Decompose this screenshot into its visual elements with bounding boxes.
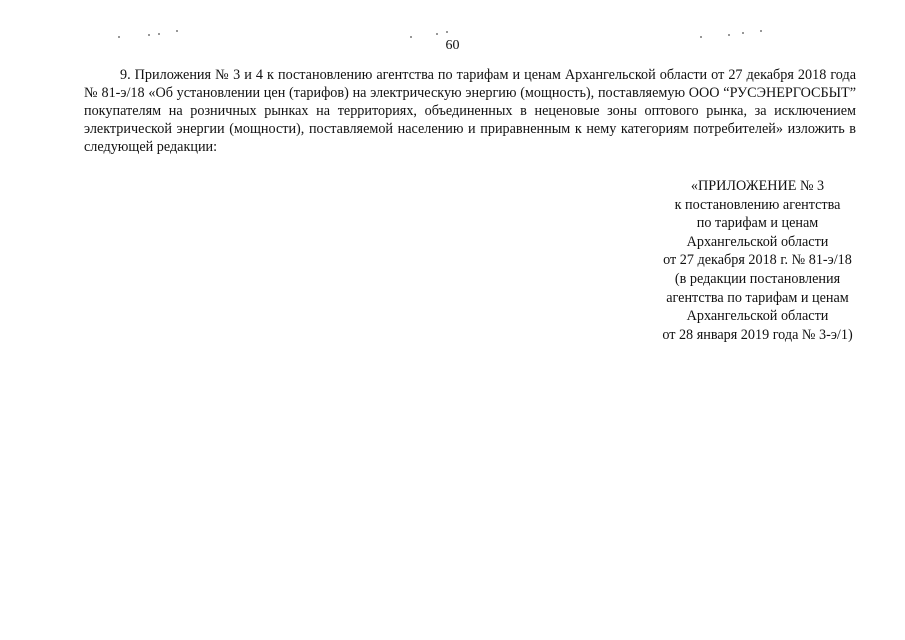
page-number: 60 <box>445 38 460 53</box>
scan-speck <box>760 30 762 32</box>
scan-speck <box>436 33 438 35</box>
scan-speck <box>742 32 744 34</box>
appendix-header <box>640 177 875 344</box>
scan-speck <box>728 34 730 36</box>
scan-speck <box>176 30 178 32</box>
appendix-header-line: «ПРИЛОЖЕНИЕ № 3 <box>690 178 825 194</box>
appendix-header-line: (в редакции постановления <box>674 270 841 287</box>
appendix-header-line: от 28 января 2019 года № 3-э/1) <box>662 326 853 343</box>
scan-speck <box>446 31 448 33</box>
appendix-header-line: Архангельской области <box>686 308 829 325</box>
appendix-header-line: Архангельской области <box>686 233 829 250</box>
appendix-header-line: по тарифам и ценам <box>696 215 819 232</box>
amendment-paragraph: 9. Приложения № 3 и 4 к постановлению агентства по тарифам и ценам Архангельской области от 27 декабря 2018 года № 81-э/18 «Об установлении цен (тарифов) на электрическую энергию (мощность), поставляемую ООО “РУСЭНЕРГОСБЫТ” покупателям на розничных рынках на территориях, объединенных в неценовые зоны оптового рынка, за исключением электрической энергии (мощности), поставляемой населению и приравненным к нему категориям потребителей» изложить в следующей редакции: <box>84 67 856 155</box>
scan-speck <box>148 34 150 36</box>
scan-speck <box>158 33 160 35</box>
appendix-header-line: к постановлению агентства <box>674 196 841 213</box>
appendix-header-line: от 27 декабря 2018 г. № 81-э/18 <box>663 252 852 269</box>
appendix-header-line: агентства по тарифам и ценам <box>666 289 849 306</box>
